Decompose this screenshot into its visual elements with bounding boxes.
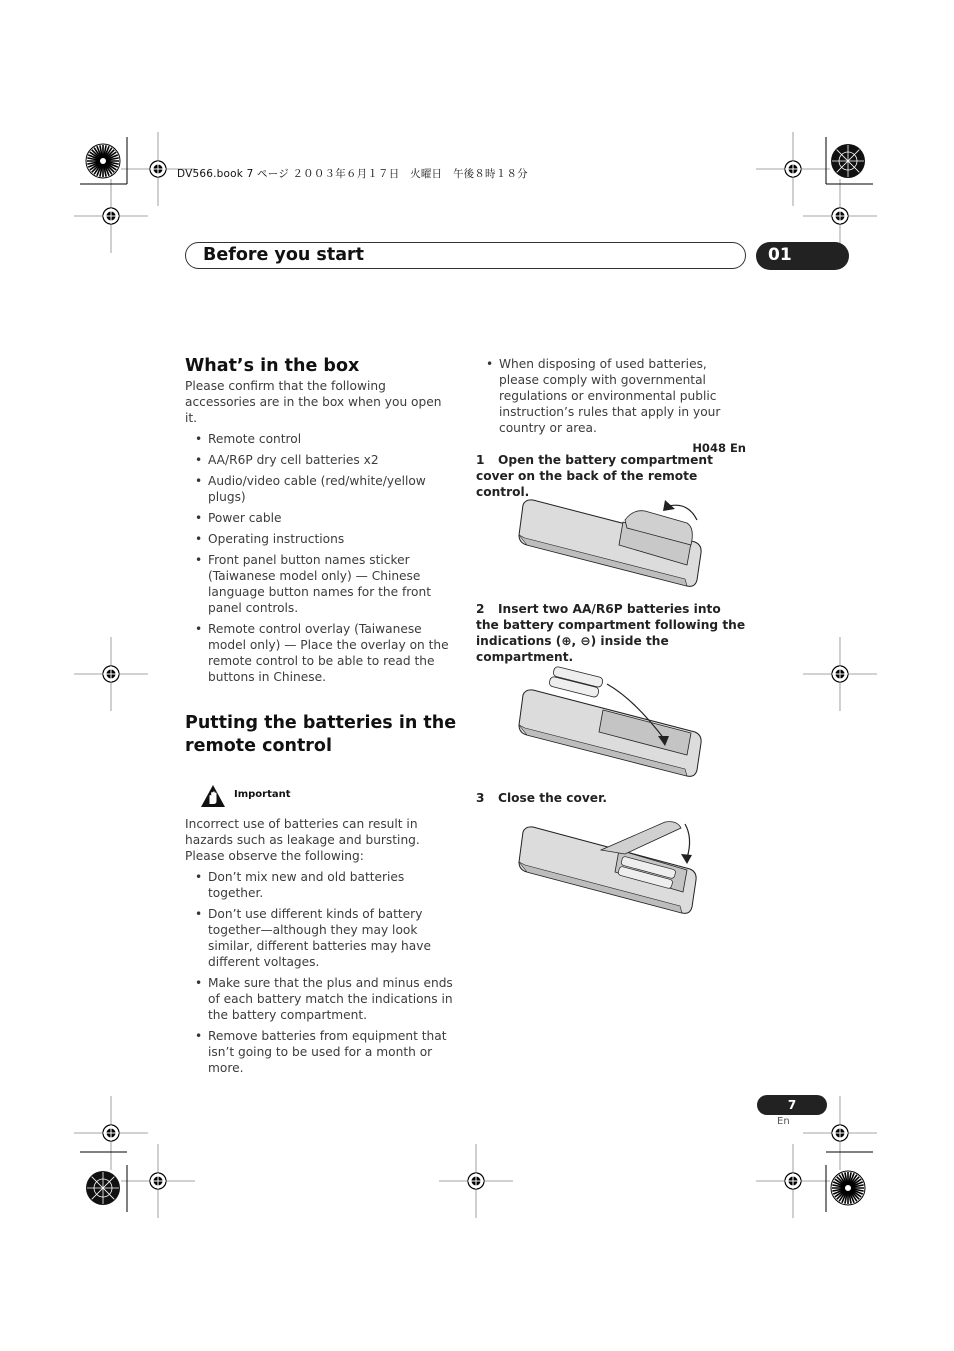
important-label: Important <box>234 789 291 800</box>
list-item: • Remote control <box>185 431 457 447</box>
list-item: • Make sure that the plus and minus ends of each battery match the indications in the battery compartment. <box>185 975 457 1023</box>
list-item: • Remote control overlay (Taiwanese model only) — Place the overlay on the remote control to be able to read the buttons in Chinese. <box>185 621 457 685</box>
code-reference: H048 En <box>692 441 746 455</box>
list-item: • Don’t use different kinds of battery together—although they may look similar, different batteries may have different voltages. <box>185 906 457 970</box>
list-item: • AA/R6P dry cell batteries x2 <box>185 452 457 468</box>
chapter-title: Before you start <box>203 245 365 265</box>
list-item: • Remove batteries from equipment that isn’t going to be used for a month or more. <box>185 1028 457 1076</box>
chapter-header-bar <box>185 242 746 269</box>
list-item: • Operating instructions <box>185 531 457 547</box>
box-intro: Please confirm that the following accessories are in the box when you open it. <box>185 379 442 425</box>
illustration-open-cover <box>515 495 705 591</box>
left-column <box>185 355 457 1076</box>
battery-intro: Incorrect use of batteries can result in hazards such as leakage and bursting. Please observe the following: <box>185 817 420 863</box>
list-item: • When disposing of used batteries, please comply with governmental regulations or environmental public instruction’s rules that apply in your country or area. <box>476 356 746 436</box>
disposal-list <box>476 356 746 436</box>
battery-items-list <box>185 869 457 1076</box>
step-3: 3 Close the cover. <box>476 791 607 805</box>
box-items-list <box>185 431 457 685</box>
list-item: • Front panel button names sticker (Taiwanese model only) — Chinese language button names for the front panel controls. <box>185 552 457 616</box>
chapter-number-tab <box>756 242 849 270</box>
page-number: 7 <box>757 1095 827 1115</box>
step-1: 1 Open the battery compartment cover on the back of the remote control. <box>476 453 713 499</box>
step-text: Close the cover. <box>498 791 607 805</box>
illustration-close-cover <box>515 818 705 918</box>
battery-heading: Putting the batteries in the remote control <box>185 713 457 756</box>
page-language: En <box>777 1116 790 1127</box>
step-2: 2 Insert two AA/R6P batteries into the battery compartment following the indications (⊕, ⊖) inside the compartment. <box>476 602 746 664</box>
list-item: • Audio/video cable (red/white/yellow plugs) <box>185 473 457 505</box>
warning-hand-icon <box>200 784 226 808</box>
chapter-number: 01 <box>768 245 792 265</box>
list-item: • Power cable <box>185 510 457 526</box>
illustration-insert-batteries <box>515 660 705 780</box>
step-text: Open the battery compartment cover on the back of the remote control. <box>476 453 713 499</box>
book-header: DV566.book 7 ページ ２００３年６月１７日 火曜日 午後８時１８分 <box>177 168 528 180</box>
step-text: Insert two AA/R6P batteries into the battery compartment following the indications (⊕, ⊖) inside the compartment. <box>476 602 746 664</box>
list-item: • Don’t mix new and old batteries together. <box>185 869 457 901</box>
box-heading: What’s in the box <box>185 356 360 376</box>
important-notice <box>185 782 457 810</box>
right-column <box>476 356 746 456</box>
